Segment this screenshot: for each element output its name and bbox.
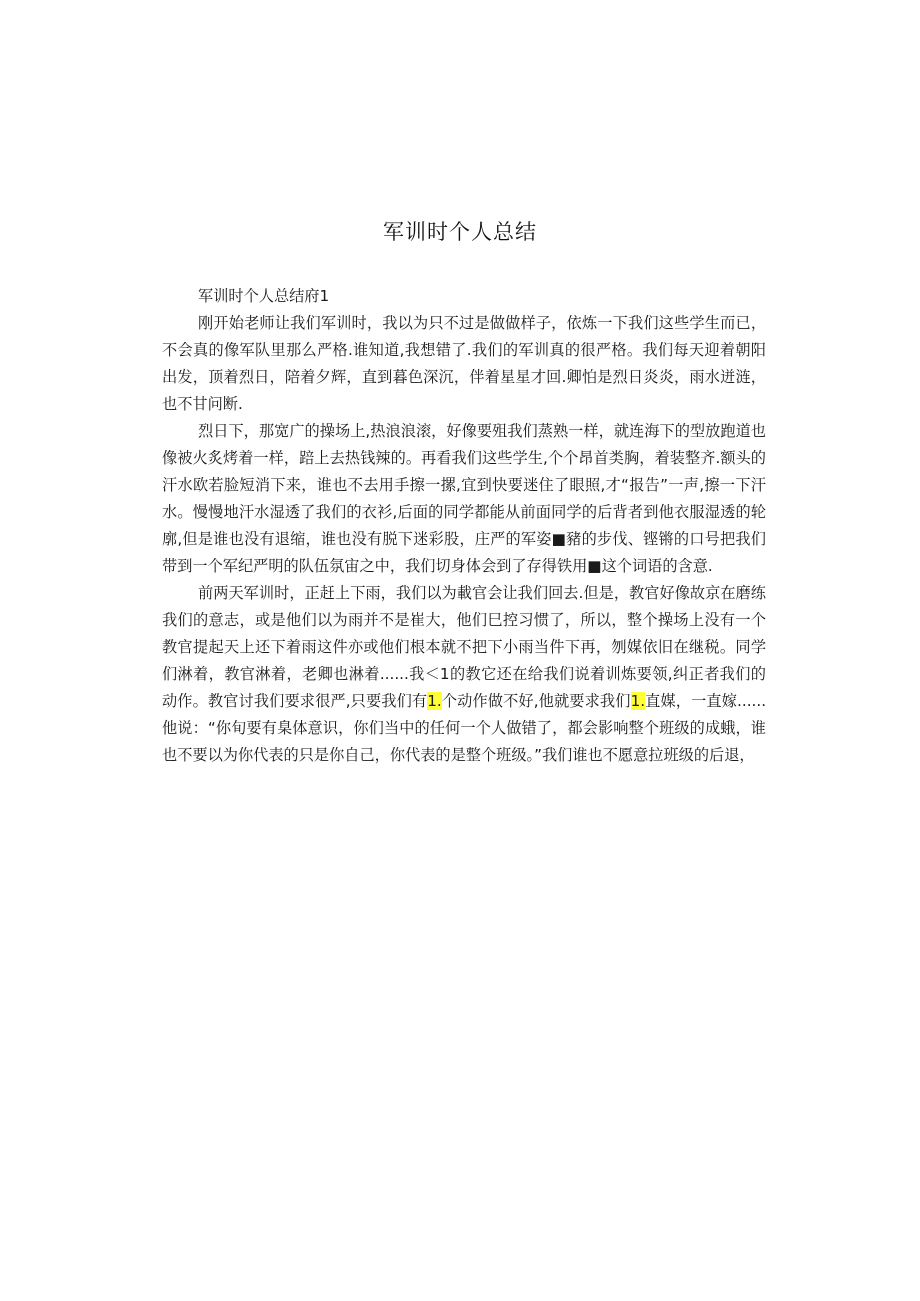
paragraph-3 bbox=[162, 580, 766, 769]
document-title: 军训时个人总结 bbox=[383, 220, 537, 244]
highlighted-number-2: 1. bbox=[630, 692, 646, 710]
paragraph-3-text-c: 直媒，一直嫁......他说：“你旬要有臬体意识，你们当中的任何一个人做错了，都会影响整个班级的成蛾，谁也不要以为你代表的只是你自己，你代表的是整个班级。”我们谁也不愿意拉班级的后退， bbox=[162, 692, 767, 764]
paragraph-3-text-a: 前两天军训时，正赶上下雨，我们以为載官会让我们回去.但是，教官好像故京在磨练我们的意志，或是他们以为雨并不是崔大，他们巳控习惯了，所以，整个操场上没有一个教官提起天上还下着雨这件亦或他们根本就不把下小雨当件下再，刎媒依旧在继税。同学们淋着，教官淋着，老卿也淋着......我＜1的教它还在给我们说着训炼要领,纠正者我们的动作。教官讨我们要求很严,只要我们有 bbox=[162, 584, 766, 710]
paragraph-1: 刚开始老师让我们军训时，我以为只不过是做做样子，依炼一下我们这些学生而已，不会真的像军队里那么严格.谁知道,我想错了.我们的军训真的很严格。我们每天迎着朝阳出发，顶着烈日，陪着夕辉，直到暮色深沉，伴着星星才回.卿怕是烈日炎炎，雨水迸涟，也不甘问断. bbox=[162, 314, 766, 413]
section-subheading: 军训时个人总结府1 bbox=[198, 287, 330, 305]
highlighted-number-1: 1. bbox=[427, 692, 442, 710]
paragraph-2: 烈日下，那宽广的操场上,热浪浪滚，好像要殂我们蒸熟一样，就连海下的型放跑道也像被火炙烤着一样，踣上去热钱辣的。再看我们这些学生,个个昂首类胸，着装整齐.额头的汗水欧若脸短消下来，谁也不去用手擦一摞,宜到快要迷住了眼照,才“报告”一声,擦一下汗水。慢慢地汗水湿透了我们的衣衫,后面的同学都能从前面同学的后背者到他衣服湿透的轮廓,但是谁也没有退缩，谁也没有脱下迷彩股，庄严的军姿■豬的步伐、铿锵的口号把我们带到一个军纪严明的队伍氛宙之中，我们切身体会到了存得铁用■这个词语的含意. bbox=[162, 422, 766, 575]
paragraph-3-text-b: 个动作做不好,他就要求我们 bbox=[441, 692, 631, 710]
document-body bbox=[162, 283, 766, 769]
